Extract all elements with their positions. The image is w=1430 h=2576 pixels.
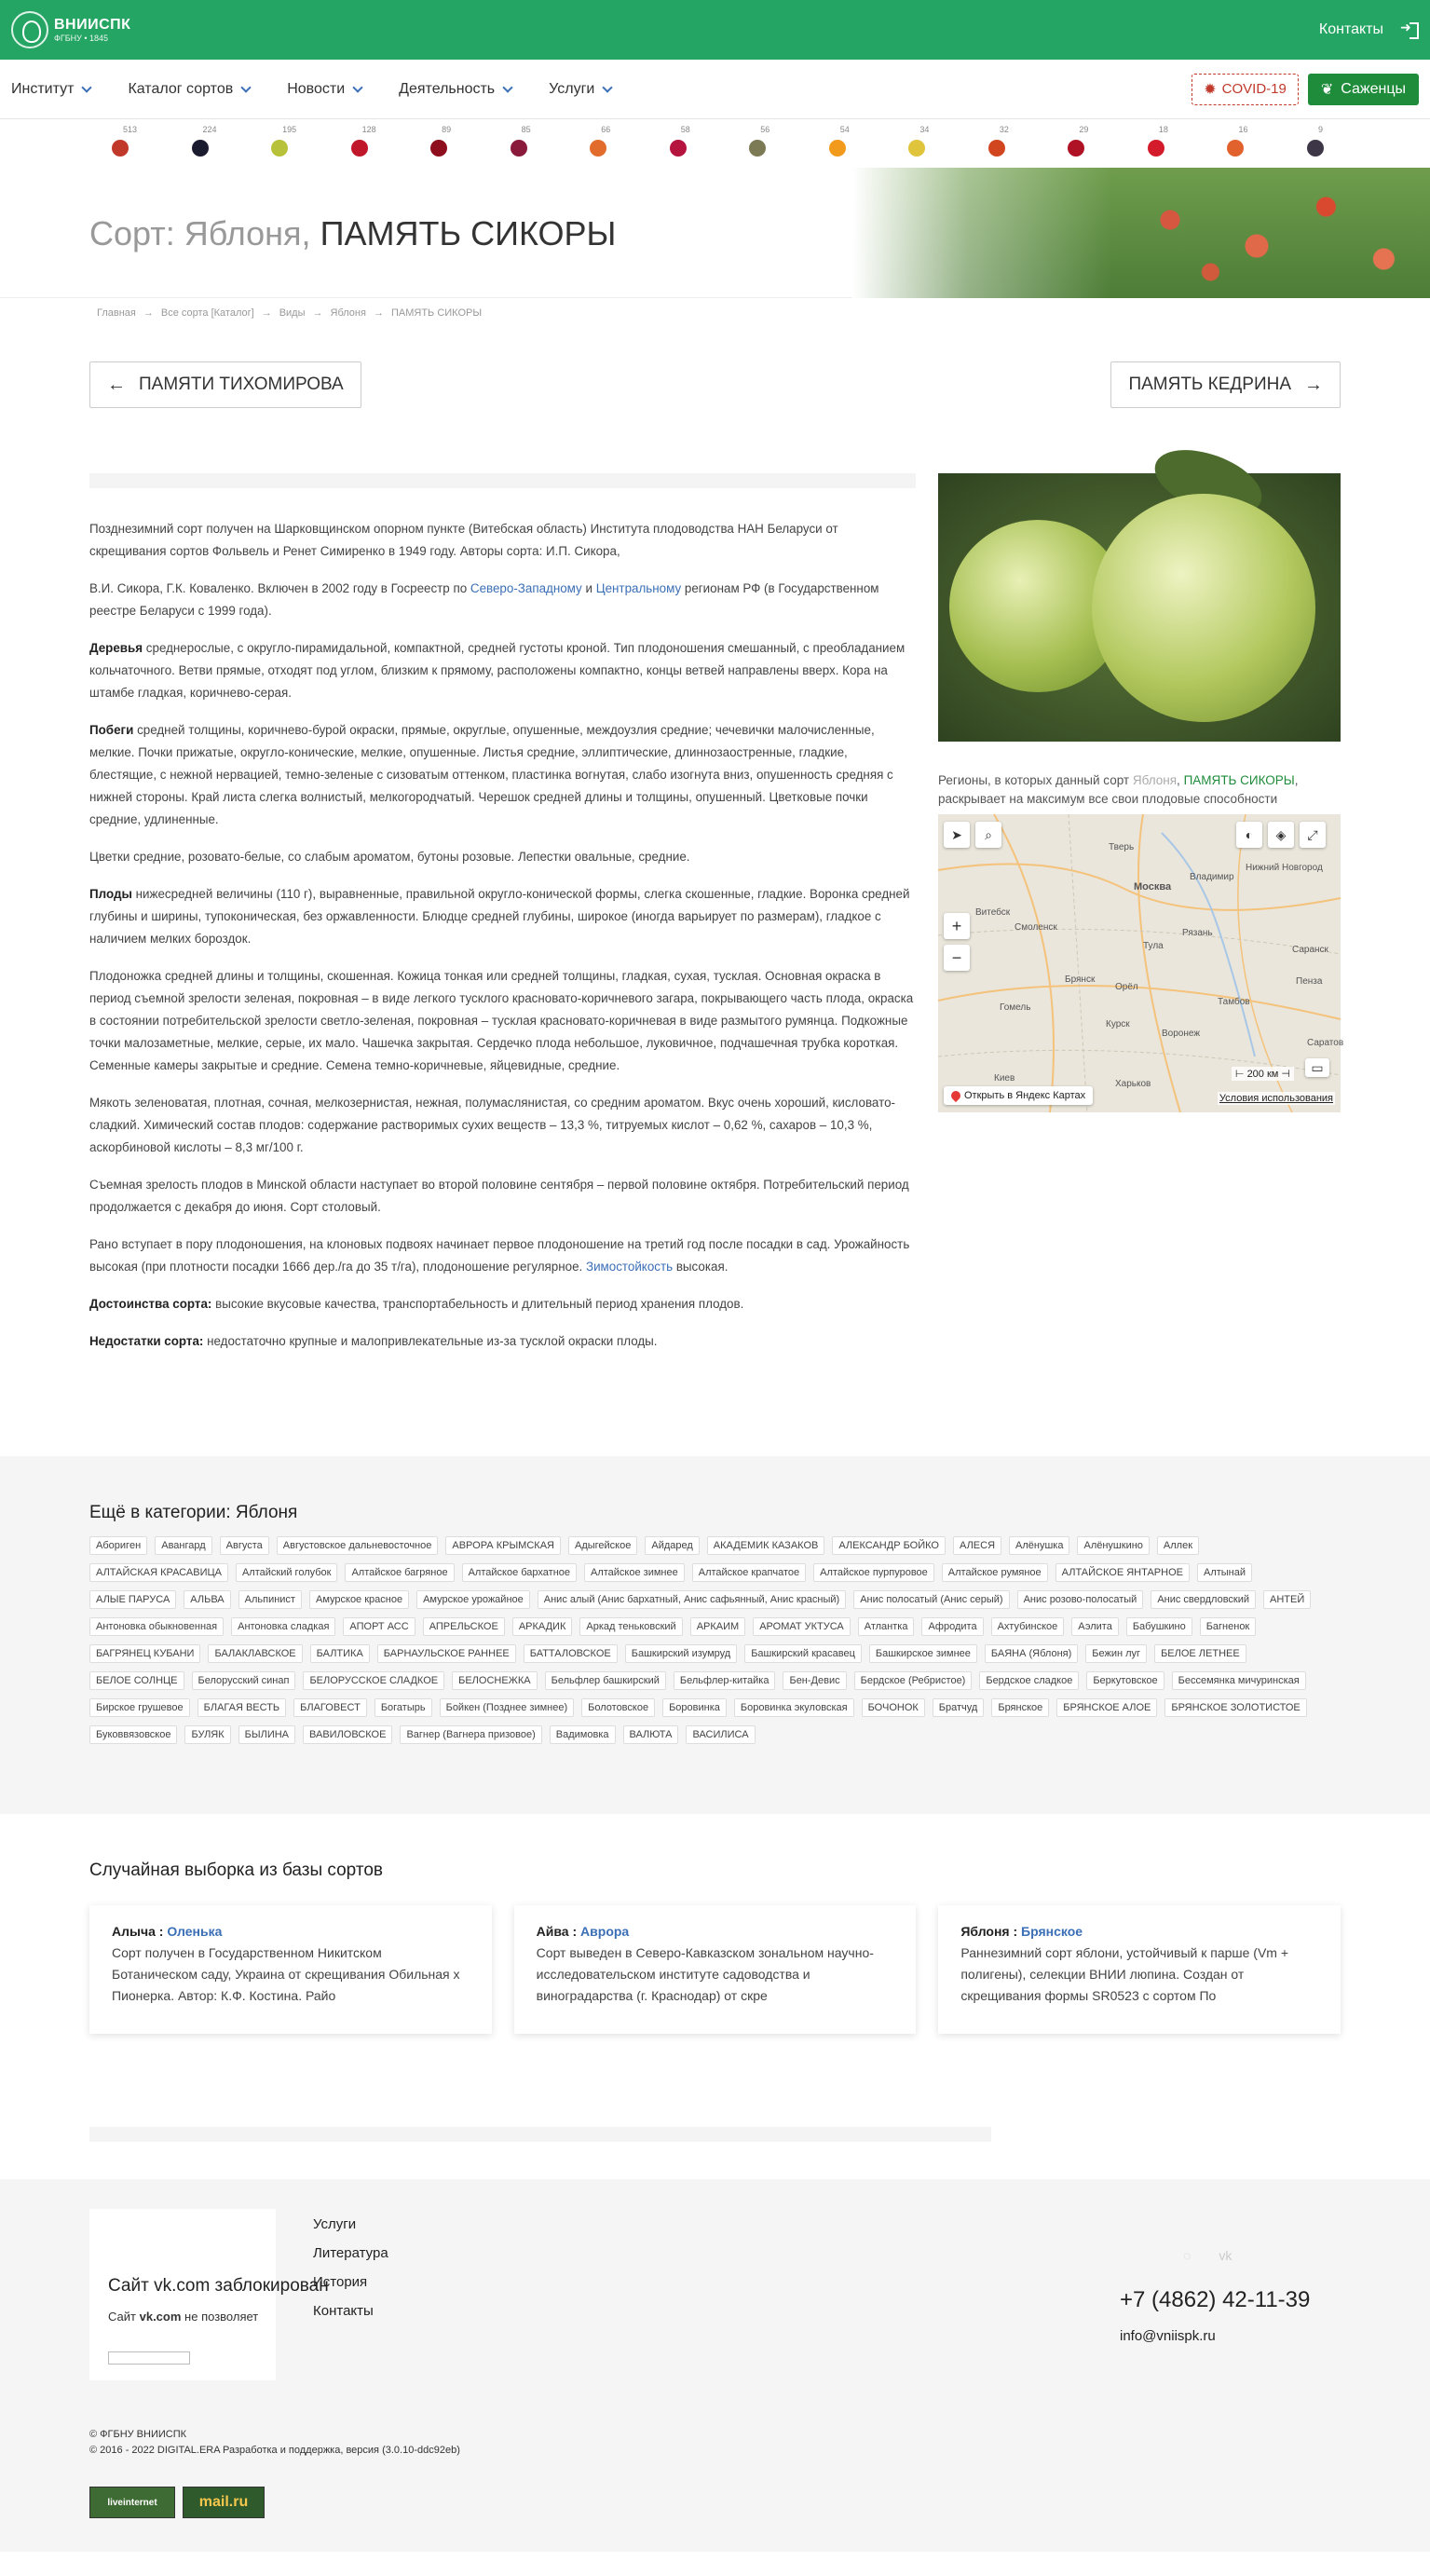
variety-tag[interactable]: Айдаред (645, 1536, 699, 1555)
variety-tag[interactable]: Белорусский синап (192, 1671, 296, 1690)
zoom-in-button[interactable]: + (944, 913, 970, 939)
variety-tag[interactable]: АПОРТ АСС (343, 1617, 415, 1636)
logo-subtitle: ФГБНУ • 1845 (54, 34, 109, 43)
page-title: Сорт: Яблоня, ПАМЯТЬ СИКОРЫ (89, 214, 617, 252)
desc-fruits: Плоды нижесредней величины (110 г), выравненные, правильной округло-конической формы, слегка скошенные, гладкие. Воронка средней глубины и ширины, тупоконическая, без оржавленности. Блюдце средней глубины, широкое (иногда варьирует по размерам), гладкое с наличием мелких бороздок. (89, 887, 910, 946)
variety-tag[interactable]: Бабушкино (1126, 1617, 1192, 1636)
variety-tag[interactable]: Амурское красное (309, 1590, 409, 1609)
variety-tag[interactable]: Аркад теньковский (579, 1617, 682, 1636)
hero-image (852, 168, 1430, 298)
search-icon[interactable]: ⌕ (975, 822, 1001, 848)
variety-tag[interactable]: АНТЕЙ (1263, 1590, 1311, 1609)
variety-tag[interactable]: ВАСИЛИСА (686, 1725, 755, 1744)
variety-tag[interactable]: Буковвязовское (89, 1725, 177, 1744)
breadcrumb-current: ПАМЯТЬ СИКОРЫ (390, 307, 483, 319)
peach-icon (1227, 140, 1244, 157)
fullscreen-icon[interactable]: ⤢ (1300, 822, 1326, 848)
region-link-northwest[interactable]: Северо-Западному (470, 581, 582, 595)
variety-tag[interactable]: АЛЬВА (184, 1590, 230, 1609)
variety-tag[interactable]: Алтайское багряное (345, 1563, 454, 1582)
variety-tag[interactable]: БАЛТИКА (310, 1644, 370, 1663)
map-city: Саранск (1292, 945, 1328, 955)
fruit-category[interactable] (412, 125, 460, 162)
variety-tag[interactable]: Бердское (Ребристое) (854, 1671, 973, 1690)
map-city: Орёл (1115, 982, 1138, 992)
winter-hardiness-link[interactable]: Зимостойкость (585, 1260, 674, 1274)
variety-card-link[interactable]: Аврора (580, 1924, 630, 1939)
variety-tag[interactable]: Ахтубинское (991, 1617, 1065, 1636)
main-content (0, 408, 1430, 1368)
variety-tag[interactable]: Беркутовское (1086, 1671, 1164, 1690)
desc-shoots: Побеги средней толщины, коричнево-бурой окраски, прямые, округлые, опушенные, междоузлия средние; чечевички малочисленные, мелкие. Почки прижатые, округло-конические, мелкие, опушенные. Листья средние, эллиптические, длиннозаостренные, гладкие, блестящие, с нежной нервацией, темно-зеленые с сизоватым оттенком, пластинка вогнутая, слабо изогнута вниз, опушенность средняя с нижней стороны. Край листа слегка волнистый, мелкогородчатый. Черешок средней длины и толщины, опушенный. Цветковые почки средние, удлиненные. (89, 723, 893, 826)
seedlings-button[interactable]: ❦ Саженцы (1308, 74, 1419, 105)
map-city: Саратов (1307, 1038, 1344, 1048)
more-in-category (0, 1456, 1430, 1814)
variety-tag[interactable]: ВАЛЮТА (623, 1725, 679, 1744)
fruit-count: 66 (601, 125, 611, 134)
fruit-count: 513 (123, 125, 138, 134)
map-city: Брянск (1065, 975, 1096, 985)
variety-tag[interactable]: АЛТАЙСКОЕ ЯНТАРНОЕ (1055, 1563, 1190, 1582)
variety-tag[interactable]: Анис розово-полосатый (1017, 1590, 1144, 1609)
mailru-badge[interactable]: mail.ru (183, 2487, 265, 2518)
prev-variety-button[interactable]: ← ПАМЯТИ ТИХОМИРОВА (89, 361, 361, 408)
sweet-cherry-icon (430, 140, 447, 157)
chevron-down-icon (603, 82, 613, 92)
desc-ripeness: Съемная зрелость плодов в Минской области наступает во второй половине сентября – первой половине октября. Потребительский период продолжается с декабря до июня. Сорт столовый. (89, 1178, 909, 1214)
fruit-category[interactable] (970, 125, 1018, 162)
fruit-count: 89 (442, 125, 452, 134)
counter-badges (89, 2487, 265, 2518)
variety-tags (89, 1536, 1341, 1744)
fruit-count: 9 (1317, 125, 1323, 134)
variety-tag[interactable]: Бельфлер башкирский (545, 1671, 666, 1690)
map-scale: ⊢ 200 км ⊣ (1232, 1067, 1294, 1081)
variety-tag[interactable]: Аэлита (1071, 1617, 1119, 1636)
fruit-category[interactable] (333, 125, 381, 162)
variety-tag[interactable]: Алёнушка (1009, 1536, 1069, 1555)
fruit-category[interactable] (1288, 125, 1337, 162)
chevron-down-icon (82, 82, 92, 92)
fruit-count: 195 (282, 125, 297, 134)
variety-tag[interactable]: Адыгейское (568, 1536, 637, 1555)
desc-pros: Достоинства сорта: высокие вкусовые качества, транспортабельность и длительный период хранения плодов. (89, 1297, 744, 1311)
variety-tag[interactable]: Атлантка (858, 1617, 915, 1636)
map-city: Витебск (975, 907, 1011, 918)
contacts-link[interactable]: Контакты (1318, 21, 1383, 37)
variety-tag[interactable]: Алтайский голубок (236, 1563, 338, 1582)
random-cards (89, 1905, 1341, 2034)
liveinternet-badge[interactable]: liveinternet (89, 2487, 175, 2518)
regions-map[interactable] (938, 814, 1344, 1112)
redcurrant-icon (1148, 140, 1164, 157)
footer-link-services[interactable]: Услуги (313, 2216, 357, 2232)
variety-tag[interactable]: АПРЕЛЬСКОЕ (423, 1617, 505, 1636)
variety-card[interactable]: Айва : Аврора Сорт выведен в Северо-Кавказском зональном научно-исследовательском институте садоводства и виноградарства (г. Краснодар) от скре (514, 1905, 917, 2034)
variety-tag[interactable]: БАГРЯНЕЦ КУБАНИ (89, 1644, 200, 1663)
odnoklassniki-icon[interactable]: ◌ (1183, 2248, 1192, 2263)
breadcrumb-species[interactable]: Виды (279, 307, 306, 319)
section-title: Ещё в категории: Яблоня (89, 1503, 298, 1522)
variety-tag[interactable]: АКАДЕМИК КАЗАКОВ (707, 1536, 825, 1555)
duke-cherry-icon (1068, 140, 1084, 157)
variety-card[interactable]: Алыча : Оленька Сорт получен в Государственном Никитском Ботаническом саду, Украина от скрещивания Обильная х Пионерка. Автор: К.Ф. Костина. Райо (89, 1905, 492, 2034)
fruit-category[interactable] (571, 125, 620, 162)
variety-tag[interactable]: АЛЫЕ ПАРУСА (89, 1590, 176, 1609)
variety-tag[interactable]: Анис полосатый (Анис серый) (853, 1590, 1009, 1609)
chevron-down-icon (502, 82, 512, 92)
blackberry-icon (1307, 140, 1324, 157)
variety-tag[interactable]: БРЯНСКОЕ АЛОЕ (1056, 1698, 1157, 1717)
pear-icon (271, 140, 288, 157)
top-bar (0, 0, 1430, 60)
variety-tag[interactable]: БЕЛОРУССКОЕ СЛАДКОЕ (303, 1671, 444, 1690)
variety-tag[interactable]: Бердское сладкое (979, 1671, 1079, 1690)
variety-tag[interactable]: Бельфлер-китайка (674, 1671, 776, 1690)
variety-tag[interactable]: Алтайское румяное (942, 1563, 1048, 1582)
breadcrumb: Главная → Все сорта [Каталог] → Виды → Яблоня → ПАМЯТЬ СИКОРЫ (97, 307, 483, 319)
sidebar (938, 473, 1344, 1368)
sea-buckthorn-icon (590, 140, 606, 157)
variety-tag[interactable]: Вагнер (Вагнера призовое) (400, 1725, 541, 1744)
footer-link-contacts[interactable]: Контакты (313, 2303, 374, 2319)
variety-tag[interactable]: БАРНАУЛЬСКОЕ РАННЕЕ (377, 1644, 516, 1663)
cherry-icon (351, 140, 368, 157)
desc-stalk: Плодоножка средней длины и толщины, скошенная. Кожица тонкая или средней толщины, гладкая, сухая, тусклая. Основная окраска в период съемной зрелости зеленая, покровная – в виде легкого тусклого красновато-коричневого загара, покрывающего часть плода, окраска в состоянии потребительской зрелости светло-зеленая, покровная – тусклая красновато-коричневая в виде размытого румянца. Подкожные точки малозаметные, мелкие, серые, их мало. Чашечка закрытая. Сердечко плода небольшое, луковичное, подчашечная трубка короткая. Семенные камеры закрытые и средние. Семена темно-коричневые, яйцевидные, средние. (89, 969, 914, 1072)
map-city: Нижний Новгород (1246, 863, 1323, 873)
description (89, 473, 916, 1368)
variety-tag[interactable]: БАЛАКЛАВСКОЕ (208, 1644, 302, 1663)
variety-tag[interactable]: Бойкен (Позднее зимнее) (440, 1698, 575, 1717)
map-city: Тамбов (1218, 997, 1250, 1007)
fruit-category[interactable] (93, 125, 142, 162)
placeholder-bar (89, 473, 916, 488)
regions-caption: Регионы, в которых данный сорт Яблоня, ПАМЯТЬ СИКОРЫ, раскрывает на максимум все свои плодовые способности (938, 773, 1299, 806)
footer (0, 2179, 1430, 2552)
variety-tag[interactable]: АРКАДИК (512, 1617, 573, 1636)
variety-tag[interactable]: Антоновка обыкновенная (89, 1617, 224, 1636)
variety-tag[interactable]: Алтайское пурпуровое (813, 1563, 934, 1582)
virus-icon: ✹ (1204, 81, 1217, 98)
vk-icon[interactable]: vk (1219, 2248, 1233, 2263)
chevron-down-icon (241, 82, 252, 92)
logo-icon (11, 11, 48, 48)
fruit-category[interactable] (492, 125, 540, 162)
variety-tag[interactable]: Вадимовка (550, 1725, 616, 1744)
variety-tag[interactable]: БЕЛОЕ ЛЕТНЕЕ (1154, 1644, 1246, 1663)
map-city: Смоленск (1015, 922, 1057, 933)
fruit-count: 34 (919, 125, 930, 134)
variety-tag[interactable]: Алёнушкино (1077, 1536, 1149, 1555)
variety-tag[interactable]: АРКАИМ (690, 1617, 746, 1636)
nav-item-activity[interactable]: Деятельность (399, 81, 511, 98)
fruit-category[interactable] (730, 125, 779, 162)
map-city: Владимир (1190, 872, 1234, 882)
arrow-right-icon: → (1304, 374, 1323, 395)
ruler-icon[interactable]: ▭ (1305, 1058, 1329, 1077)
map-city: Тула (1143, 941, 1164, 951)
variety-tag[interactable]: АЛТАЙСКАЯ КРАСАВИЦА (89, 1563, 228, 1582)
hero-banner (0, 168, 1430, 298)
variety-tag[interactable]: БЕЛОЕ СОЛНЦЕ (89, 1671, 184, 1690)
cherry-plum-icon (988, 140, 1005, 157)
variety-tag[interactable]: Анис свердловский (1151, 1590, 1256, 1609)
breadcrumb-home[interactable]: Главная (97, 307, 136, 319)
apricot-icon (829, 140, 846, 157)
leaf-icon: ❦ (1320, 81, 1334, 98)
fruit-category[interactable] (173, 125, 222, 162)
variety-tag[interactable]: АЛЕКСАНДР БОЙКО (832, 1536, 946, 1555)
map-city: Курск (1106, 1019, 1130, 1029)
fruit-count: 224 (202, 125, 217, 134)
footer-email[interactable]: info@vniispk.ru (1120, 2328, 1216, 2344)
breadcrumb-catalog[interactable]: Все сорта [Каталог] (160, 307, 254, 319)
plum-icon (511, 140, 527, 157)
main-nav (0, 60, 1430, 119)
variety-tag[interactable]: Альпинист (238, 1590, 302, 1609)
variety-tag[interactable]: Анис алый (Анис бархатный, Анис сафьянный, Анис красный) (538, 1590, 846, 1609)
variety-card-link[interactable]: Брянское (1021, 1924, 1083, 1939)
desc-bearing: Рано вступает в пору плодоношения, на клоновых подвоях начинает первое плодоношение на третий год после посадки в сад. Урожайность высокая (при плотности посадки 1666 дер./га до 35 т/га), плодоношение регулярное. Зимостойкость высокая. (89, 1237, 910, 1274)
desc-flesh: Мякоть зеленоватая, плотная, сочная, мелкозернистая, нежная, полумаслянистая, со средним ароматом. Вкус очень хороший, кисловато-сладкий. Химический состав плодов: содержание растворимых сухих веществ – 13,3 %, титруемых кислот – 0,62 %, сахаров – 10,3 %, аскорбиновой кислоты – 8,3 мг/100 г. (89, 1096, 895, 1154)
variety-tag[interactable]: Бен-Девис (783, 1671, 846, 1690)
variety-tag[interactable]: АЛЕСЯ (953, 1536, 1001, 1555)
variety-tag[interactable]: БОЧОНОК (862, 1698, 925, 1717)
layers-icon[interactable]: ◈ (1268, 822, 1294, 848)
gooseberry-icon (908, 140, 925, 157)
variety-tag[interactable]: Антоновка сладкая (231, 1617, 335, 1636)
vk-widget-button[interactable] (108, 2351, 190, 2365)
nav-item-services[interactable]: Услуги (549, 81, 611, 98)
vk-widget: Сайт vk.com заблокирован Сайт vk.com не позволяет (89, 2209, 276, 2380)
fruit-categories (0, 119, 1430, 168)
map-city: Москва (1134, 881, 1172, 893)
fruit-count: 16 (1238, 125, 1248, 134)
variety-tag[interactable]: Августовское дальневосточное (277, 1536, 439, 1555)
variety-photo[interactable] (938, 473, 1341, 742)
variety-tag[interactable]: Башкирский изумруд (625, 1644, 737, 1663)
variety-tag[interactable]: Августа (220, 1536, 269, 1555)
fruit-count: 128 (361, 125, 376, 134)
desc-flowers: Цветки средние, розовато-белые, со слабым ароматом, бутоны розовые. Лепестки овальные, средние. (89, 850, 690, 864)
footer-links (313, 2216, 388, 2332)
variety-tag[interactable]: БРЯНСКОЕ ЗОЛОТИСТОЕ (1164, 1698, 1306, 1717)
geolocation-icon[interactable]: ➤ (944, 822, 970, 848)
map-city: Гомель (1000, 1002, 1031, 1013)
desc-origin: Позднезимний сорт получен на Шарковщинском опорном пункте (Витебская область) Института плодоводства НАН Беларуси от скрещивания сортов Фольвель и Ренет Симиренко в 1949 году. Авторы сорта: И.П. Сикора, (89, 522, 838, 558)
variety-tag[interactable]: Багненок (1200, 1617, 1257, 1636)
variety-tag[interactable]: ВАВИЛОВСКОЕ (303, 1725, 392, 1744)
fruit-category[interactable] (810, 125, 859, 162)
variety-tag[interactable]: Богатырь (375, 1698, 432, 1717)
arrow-left-icon: ← (107, 374, 126, 395)
fruit-count: 56 (760, 125, 770, 134)
variety-tag[interactable]: АВРОРА КРЫМСКАЯ (445, 1536, 561, 1555)
variety-tag[interactable]: БЕЛОСНЕЖКА (452, 1671, 537, 1690)
footer-link-literature[interactable]: Литература (313, 2245, 388, 2261)
nav-item-news[interactable]: Новости (287, 81, 361, 98)
variety-tag[interactable]: Алтайское зимнее (584, 1563, 685, 1582)
variety-tag[interactable]: Амурское урожайное (416, 1590, 530, 1609)
footer-link-history[interactable]: История (313, 2274, 368, 2290)
desc-cons: Недостатки сорта: недостаточно крупные и малопривлекательные из-за тусклой окраски плоды. (89, 1334, 658, 1348)
variety-tag[interactable]: Болотовское (581, 1698, 655, 1717)
region-link-central[interactable]: Центральному (595, 581, 682, 595)
fruit-category[interactable] (651, 125, 700, 162)
apple-icon (112, 140, 129, 157)
breadcrumb-apple[interactable]: Яблоня (330, 307, 366, 319)
fruit-category[interactable] (890, 125, 938, 162)
map-city: Пенза (1296, 976, 1323, 987)
variety-tag[interactable]: БЛАГОВЕСТ (293, 1698, 367, 1717)
fruit-count: 54 (839, 125, 850, 134)
nav-item-catalog[interactable]: Каталог сортов (128, 81, 250, 98)
variety-tag[interactable]: Боровинка экуловская (734, 1698, 854, 1717)
zoom-out-button[interactable]: − (944, 945, 970, 971)
variety-tag[interactable]: Башкирский красавец (744, 1644, 862, 1663)
map-city: Тверь (1109, 842, 1135, 852)
variety-tag[interactable]: Алтынай (1197, 1563, 1252, 1582)
nav-item-institute[interactable]: Институт (11, 81, 90, 98)
random-varieties (0, 1814, 1430, 2034)
variety-tag[interactable]: БУЛЯК (184, 1725, 230, 1744)
fruit-category[interactable] (1208, 125, 1257, 162)
fruit-count: 32 (999, 125, 1009, 134)
variety-tag[interactable]: Афродита (921, 1617, 983, 1636)
variety-tag[interactable]: Боровинка (662, 1698, 727, 1717)
social-links (1183, 2248, 1232, 2263)
variety-tag[interactable]: Бессемянка мичуринская (1172, 1671, 1306, 1690)
map-city: Рязань (1182, 928, 1213, 938)
variety-tag[interactable]: БЫЛИНА (238, 1725, 295, 1744)
fruit-count: 18 (1158, 125, 1168, 134)
fruit-category[interactable] (1129, 125, 1178, 162)
covid-button[interactable]: ✹ COVID-19 (1192, 74, 1299, 105)
desc-registry: В.И. Сикора, Г.К. Коваленко. Включен в 2002 году в Госреестр по Северо-Западному и Центральному регионам РФ (в Государственном реестре Беларуси с 1999 года). (89, 581, 879, 618)
chevron-down-icon (352, 82, 362, 92)
variety-tag[interactable]: Брянское (991, 1698, 1049, 1717)
next-variety-button[interactable]: ПАМЯТЬ КЕДРИНА → (1110, 361, 1341, 408)
fruit-count: 85 (521, 125, 531, 134)
variety-tag[interactable]: Алтайское крапчатое (692, 1563, 806, 1582)
blackcurrant-icon (192, 140, 209, 157)
fruit-count: 58 (680, 125, 690, 134)
variety-tag[interactable]: БАТТАЛОВСКОЕ (524, 1644, 618, 1663)
variety-tag[interactable]: БЛАГАЯ ВЕСТЬ (197, 1698, 287, 1717)
variety-tag[interactable]: Бирское грушевое (89, 1698, 190, 1717)
map-city: Воронеж (1162, 1029, 1201, 1039)
logo-title: ВНИИСПК (54, 17, 131, 33)
variety-tag[interactable]: АРОМАТ УКТУСА (753, 1617, 851, 1636)
variety-tag[interactable]: Аллек (1157, 1536, 1199, 1555)
site-logo[interactable] (11, 11, 130, 48)
map-city: Харьков (1115, 1079, 1151, 1089)
map-city: Киев (994, 1073, 1015, 1084)
variety-tag[interactable]: Алтайское бархатное (462, 1563, 577, 1582)
open-in-yandex-maps[interactable]: Открыть в Яндекс Картах (944, 1086, 1093, 1105)
quince-icon (749, 140, 766, 157)
copyright: © ФГБНУ ВНИИСПК © 2016 - 2022 DIGITAL.ERA Разработка и поддержка, версия (3.0.10-ddc92eb) (89, 2429, 460, 2456)
variety-tag[interactable]: Братчуд (933, 1698, 985, 1717)
variety-tag[interactable]: Аборигeн (89, 1536, 147, 1555)
variety-tag[interactable]: Бежин луг (1085, 1644, 1147, 1663)
map-terms-link[interactable]: Условия использования (1219, 1093, 1333, 1104)
fruit-category[interactable] (1049, 125, 1097, 162)
placeholder-bar (89, 2127, 991, 2142)
footer-phone[interactable]: +7 (4862) 42-11-39 (1120, 2287, 1311, 2312)
variety-tag[interactable]: Башкирское зимнее (869, 1644, 977, 1663)
map-pin-icon (949, 1089, 962, 1102)
variety-tag[interactable]: БАЯНА (Яблоня) (985, 1644, 1078, 1663)
variety-card-link[interactable]: Оленька (167, 1924, 223, 1939)
variety-tag[interactable]: Авангард (155, 1536, 211, 1555)
fruit-category[interactable] (252, 125, 301, 162)
section-title: Случайная выборка из базы сортов (89, 1860, 383, 1880)
plum-red-icon (670, 140, 687, 157)
prev-next-nav (0, 319, 1430, 408)
traffic-icon[interactable]: ◐ (1236, 822, 1262, 848)
variety-card[interactable]: Яблоня : Брянское Раннезимний сорт яблони, устойчивый к парше (Vm + полигены), селекции ВНИИ люпина. Создан от скрещивания формы SR0523 с сортом По (938, 1905, 1341, 2034)
desc-trees: Деревья среднерослые, с округло-пирамидальной, компактной, средней густоты кроной. Тип плодоношения смешанный, с преобладанием кольчаточного. Ветви прямые, отходят под углом, близким к прямому, расположены компактно, концы ветвей направлены вверх. Кора на штамбе гладкая, коричнево-серая. (89, 641, 906, 700)
fruit-count: 29 (1079, 125, 1089, 134)
login-icon[interactable] (1402, 21, 1419, 38)
